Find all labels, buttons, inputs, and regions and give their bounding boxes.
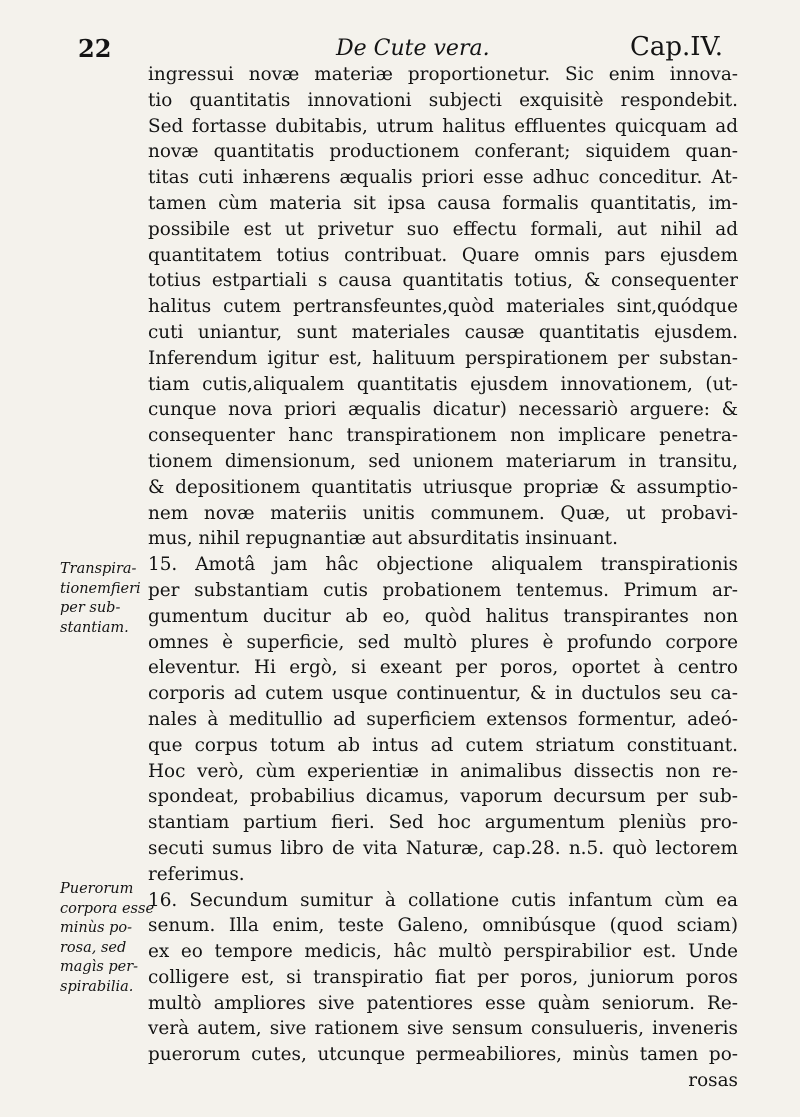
text-line: halitus cutem pertransfeuntes,quòd materiales sint,quódque [148, 296, 738, 318]
text-line: mus, nihil repugnantiæ aut absurditatis insinuant. [148, 528, 618, 550]
text-line: Sed fortasse dubitabis, utrum halitus effluentes quicquam ad [148, 115, 738, 137]
margin-note-line: tionemfieri [60, 580, 141, 597]
text-line: puerorum cutes, utcunque permeabiliores, minùs tamen po- [148, 1044, 738, 1066]
text-line: tio quantitatis innovationi subjecti exquisitè respondebit. [148, 89, 738, 111]
text-line: colligere est, si transpiratio fiat per poros, juniorum poros [148, 966, 738, 988]
text-line: possibile est ut privetur suo effectu formali, aut nihil ad [148, 218, 738, 240]
margin-note [60, 880, 155, 997]
text-line: corporis ad cutem usque continuentur, & in ductulos seu ca- [148, 683, 738, 705]
text-line: spondeat, probabilius dicamus, vaporum decursum per sub- [148, 786, 738, 808]
margin-note-line: rosa, sed [60, 939, 127, 956]
text-line: multò ampliores sive patentiores esse quàm seniorum. Re- [148, 992, 738, 1014]
text-line: & depositionem quantitatis utriusque propriæ & assumptio- [148, 476, 738, 498]
text-line: que corpus totum ab intus ad cutem striatum constituant. [148, 734, 738, 756]
text-line: per substantiam cutis probationem tentemus. Primum ar- [148, 579, 738, 601]
page-number: 22 [78, 34, 112, 63]
text-line: 16. Secundum sumitur à collatione cutis infantum cùm ea [148, 889, 738, 911]
text-line: tamen cùm materia sit ipsa causa formalis quantitatis, im- [148, 192, 738, 214]
text-line: titas cuti inhærens æqualis priori esse adhuc conceditur. At- [148, 167, 738, 189]
text-line: Inferendum igitur est, halituum perspirationem per substan- [148, 347, 738, 369]
text-line: verà autem, sive rationem sive sensum consulueris, inveneris [148, 1018, 738, 1040]
text-line: quantitatem totius contribuat. Quare omnis pars ejusdem [148, 244, 738, 266]
margin-note-line: stantiam. [60, 619, 129, 636]
text-line: consequenter hanc transpirationem non implicare penetra- [148, 425, 738, 447]
running-title: De Cute vera. [336, 36, 490, 61]
margin-note-line: Puerorum [60, 881, 134, 897]
text-line: stantiam partium fieri. Sed hoc argumentum pleniùs pro- [148, 812, 738, 834]
text-line: referimus. [148, 863, 245, 885]
text-line: gumentum ducitur ab eo, quòd halitus transpirantes non [148, 605, 738, 627]
text-line: omnes è superficie, sed multò plures è profundo corpore [148, 631, 738, 653]
text-line: ingressui novæ materiæ proportionetur. Sic enim innova- [148, 64, 738, 85]
margin-note [60, 560, 150, 638]
text-line: nem novæ materiis unitis communem. Quæ, ut probavi- [148, 502, 738, 524]
text-line: tionem dimensionum, sed unionem materiarum in transitu, [148, 450, 738, 472]
text-line: totius estpartiali s causa quantitatis totius, & consequenter [148, 270, 738, 292]
margin-note-line: corpora esse [60, 900, 155, 917]
text-line: cunque nova priori æqualis dicatur) necessariò arguere: & [148, 399, 738, 421]
text-line: novæ quantitatis productionem conferant; siquidem quan- [148, 141, 738, 163]
catchword: rosas [688, 1070, 738, 1092]
text-line: secuti sumus libro de vita Naturæ, cap.28. n.5. quò lectorem [148, 837, 738, 859]
text-line: cuti uniantur, sunt materiales causæ quantitatis ejusdem. [148, 321, 738, 343]
margin-note-line: magìs per- [60, 959, 139, 975]
text-line: eleventur. Hi ergò, si exeant per poros, oportet à centro [148, 657, 738, 679]
margin-note-line: minùs po- [60, 920, 133, 936]
margin-note-line: Transpira- [60, 561, 137, 577]
text-line: Hoc verò, cùm experientiæ in animalibus dissectis non re- [148, 760, 738, 782]
body-text [148, 62, 738, 1094]
text-line: tiam cutis,aliqualem quantitatis ejusdem innovationem, (ut- [148, 373, 738, 395]
margin-note-line: spirabilia. [60, 978, 134, 995]
margin-note-line: per sub- [60, 600, 121, 616]
chapter-label: Cap.IV. [630, 32, 724, 62]
text-line: ex eo tempore medicis, hâc multò perspirabilior est. Unde [148, 941, 738, 963]
text-line: nales à meditullio ad superficiem extensos formentur, adeó- [148, 708, 738, 730]
text-line: 15. Amotâ jam hâc objectione aliqualem transpirationis [148, 554, 738, 576]
text-line: senum. Illa enim, teste Galeno, omnibúsque (quod sciam) [148, 915, 738, 937]
